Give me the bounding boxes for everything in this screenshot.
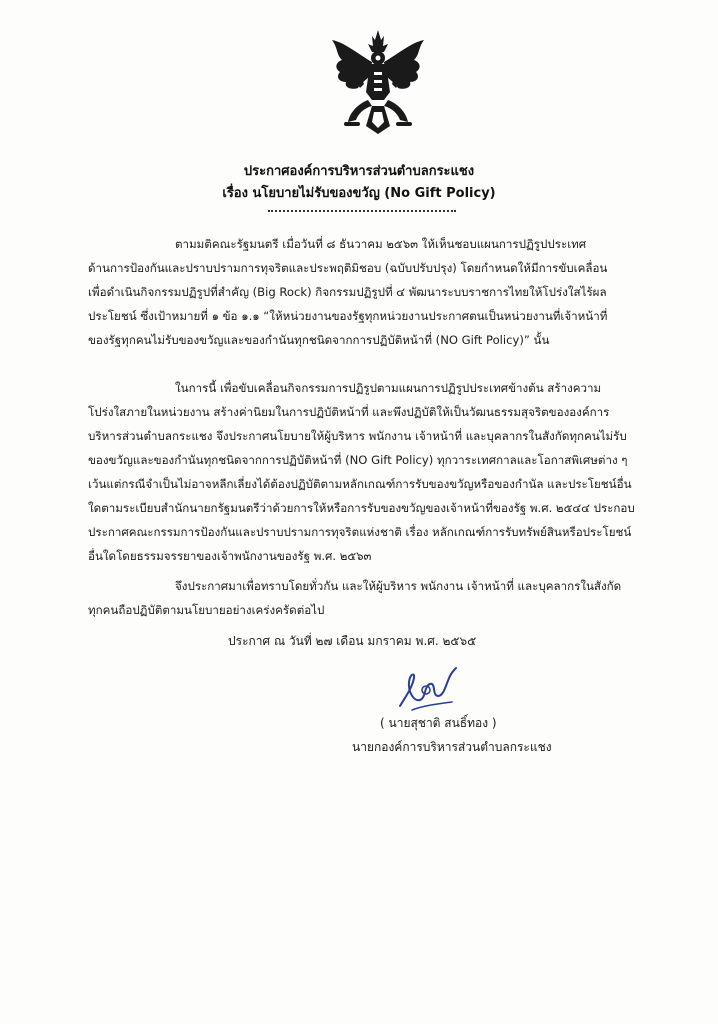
title-divider — [268, 208, 456, 212]
paragraph-2-line: เว้นแต่กรณีจำเป็นไม่อาจหลีกเลี่ยงได้ต้องปฏิบัติตามหลักเกณฑ์การรับของขวัญหรือของกำนัล และประโยชน์อื่น — [88, 477, 632, 491]
paragraph-1-line: ด้านการป้องกันและปราบปรามการทุจริตและประพฤติมิชอบ (ฉบับปรับปรุง) โดยกำหนดให้มีการขับเคลื่อน — [88, 261, 608, 275]
paragraph-3-line: จึงประกาศมาเพื่อทราบโดยทั่วกัน และให้ผู้บริหาร พนักงาน เจ้าหน้าที่ และบุคลากรในสังกัด — [175, 579, 622, 593]
paragraph-2-line: ของขวัญและของกำนันทุกชนิดจากการปฏิบัติหน้าที่ (NO Gift Policy) ทุกวาระเทศกาลและโอกาสพิเศษต่าง ๆ — [88, 453, 628, 467]
paragraph-1-line: ประโยชน์ ซึ่งเป้าหมายที่ ๑ ข้อ ๑.๑ “ให้หน่วยงานของรัฐทุกหน่วยงานประกาศตนเป็นหน่วยงานที่เจ้าหน้าที่ — [88, 309, 608, 323]
document-subject: เรื่อง นโยบายไม่รับของขวัญ (No Gift Policy) — [222, 186, 496, 201]
paragraph-3-line: ทุกคนถือปฏิบัติตามนโยบายอย่างเคร่งครัดต่อไป — [88, 603, 325, 617]
paragraph-2-line: อื่นใดโดยธรรมจรรยาของเจ้าพนักงานของรัฐ พ.ศ. ๒๕๖๓ — [88, 549, 372, 563]
paragraph-2-line: บริหารส่วนตำบลกระแชง จึงประกาศนโยบายให้ผู้บริหาร พนักงาน เจ้าหน้าที่ และบุคลากรในสังกัดทุกคนไม่รับ — [88, 429, 627, 443]
signature-icon — [392, 666, 462, 714]
document-title: ประกาศองค์การบริหารส่วนตำบลกระแชง — [243, 164, 475, 179]
signer-name: ( นายสุชาติ สนธิ์ทอง ) — [380, 716, 497, 730]
paragraph-1-line: ของรัฐทุกคนไม่รับของขวัญและของกำนันทุกชนิดจากการปฏิบัติหน้าที่ (NO Gift Policy)” นั้น — [88, 333, 550, 347]
garuda-emblem-icon — [328, 30, 428, 138]
paragraph-1-line: ตามมติคณะรัฐมนตรี เมื่อวันที่ ๘ ธันวาคม ๒๕๖๓ ให้เห็นชอบแผนการปฏิรูปประเทศ — [175, 237, 587, 251]
signer-position: นายกองค์การบริหารส่วนตำบลกระแชง — [352, 740, 552, 754]
paragraph-2-line: ในการนี้ เพื่อขับเคลื่อนกิจกรรมการปฏิรูปตามแผนการปฏิรูปประเทศข้างต้น สร้างความ — [175, 381, 602, 395]
paragraph-2-line: โปร่งใสภายในหน่วยงาน สร้างค่านิยมในการปฏิบัติหน้าที่ และพึงปฏิบัติให้เป็นวัฒนธรรมสุจริตขององค์การ — [88, 405, 610, 419]
paragraph-2-line: ใดตามระเบียบสำนักนายกรัฐมนตรีว่าด้วยการให้หรือการรับของขวัญของเจ้าหน้าที่ของรัฐ พ.ศ. ๒๕๔๔ ประกอบ — [88, 501, 635, 515]
announce-date: ประกาศ ณ วันที่ ๒๗ เดือน มกราคม พ.ศ. ๒๕๖๕ — [228, 634, 477, 648]
paragraph-2-line: ประกาศคณะกรรมการป้องกันและปราบปรามการทุจริตแห่งชาติ เรื่อง หลักเกณฑ์การรับทรัพย์สินหรือประโยชน์ — [88, 525, 632, 539]
paragraph-1-line: เพื่อดำเนินกิจกรรมปฏิรูปที่สำคัญ (Big Rock) กิจกรรมปฏิรูปที่ ๔ พัฒนาระบบราชการไทยให้โปร่งใสไร้ผล — [88, 285, 607, 299]
